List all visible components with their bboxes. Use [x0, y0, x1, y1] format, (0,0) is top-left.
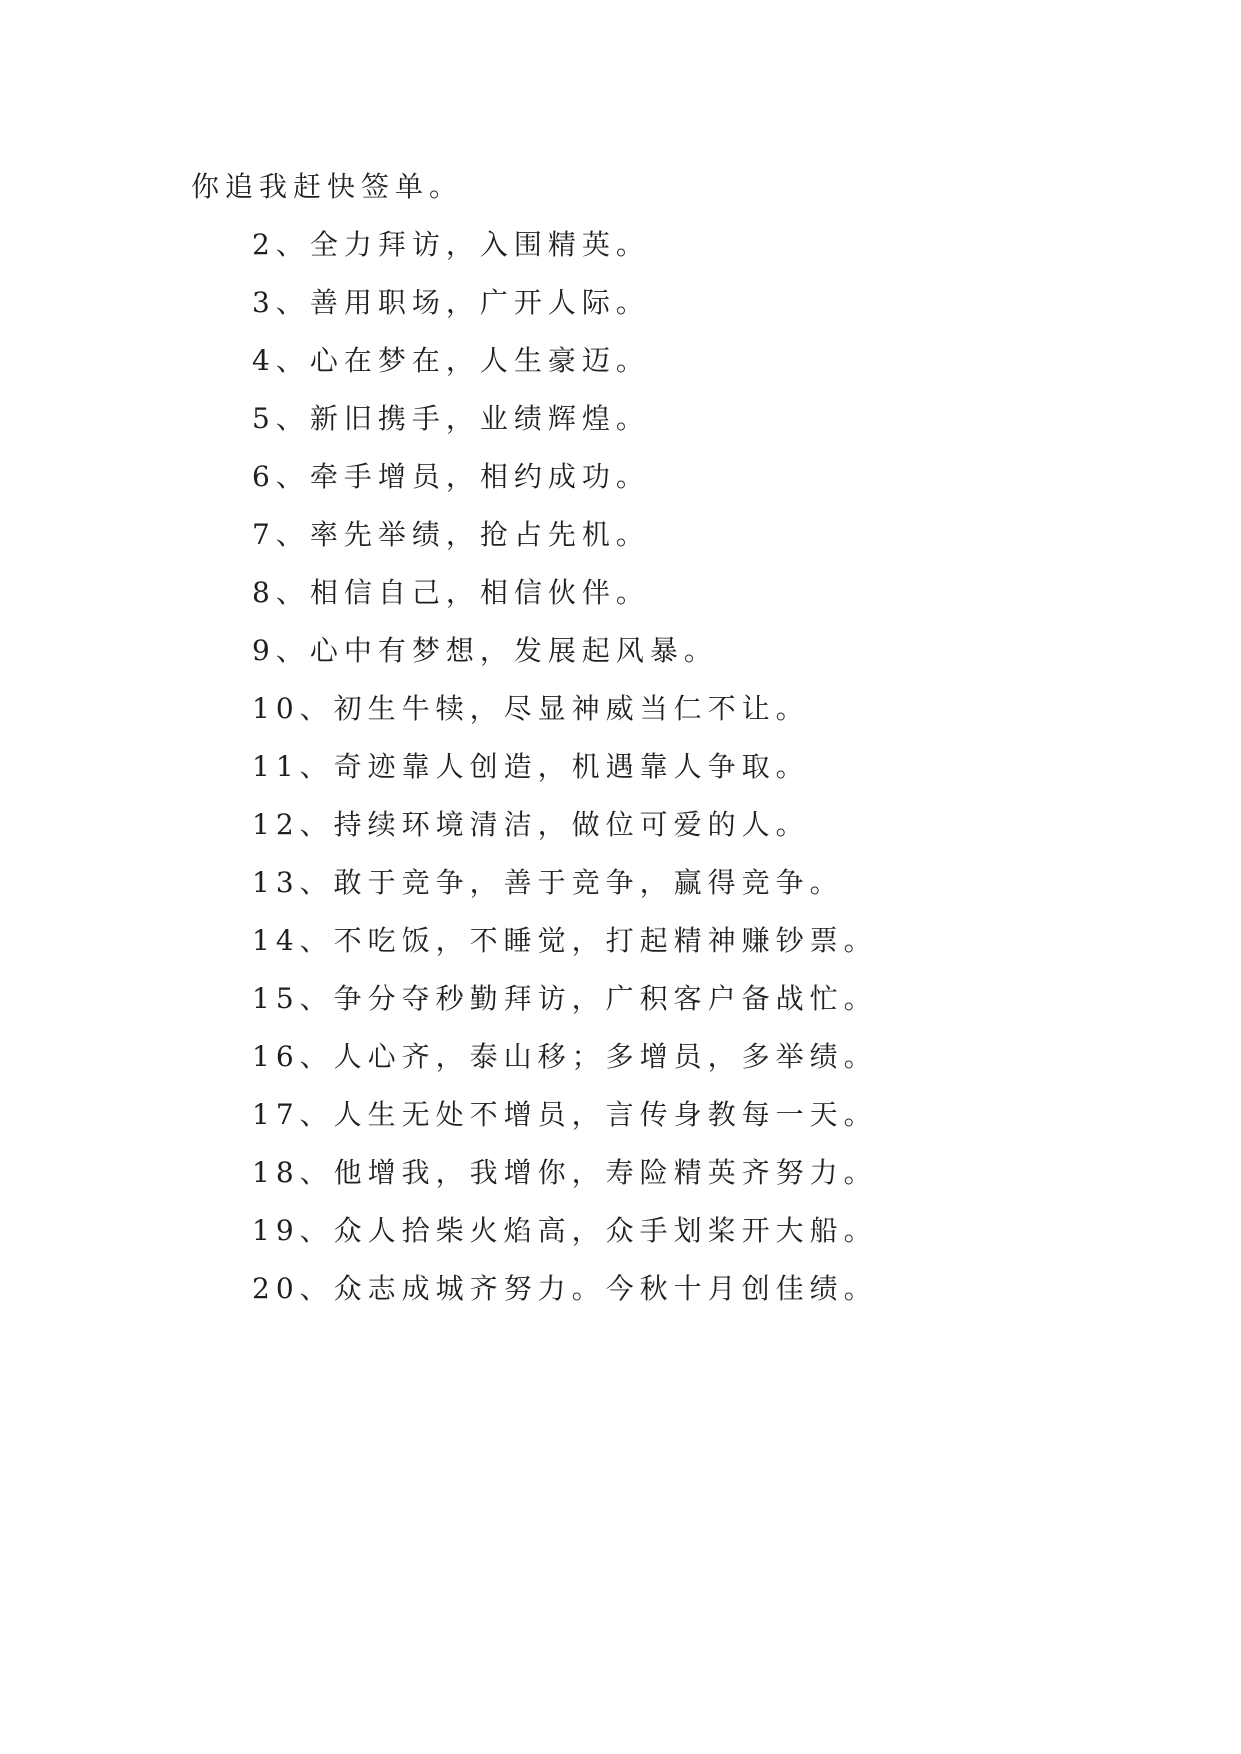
- list-item: 4、心在梦在，人生豪迈。: [252, 344, 650, 377]
- list-item: 17、人生无处不增员，言传身教每一天。: [252, 1098, 878, 1131]
- list-item: 9、心中有梦想，发展起风暴。: [252, 634, 718, 667]
- list-item: 5、新旧携手，业绩辉煌。: [252, 402, 650, 435]
- list-item: 19、众人拾柴火焰高，众手划桨开大船。: [252, 1214, 878, 1247]
- list-item: 11、奇迹靠人创造，机遇靠人争取。: [252, 750, 810, 783]
- list-item: 16、人心齐，泰山移；多增员，多举绩。: [252, 1040, 878, 1073]
- list-item: 6、牵手增员，相约成功。: [252, 460, 650, 493]
- list-item: 8、相信自己，相信伙伴。: [252, 576, 650, 609]
- list-item: 12、持续环境清洁，做位可爱的人。: [252, 808, 810, 841]
- document-body: [191, 158, 1091, 1318]
- list-item: 14、不吃饭，不睡觉，打起精神赚钞票。: [252, 924, 878, 957]
- list-item: 10、初生牛犊，尽显神威当仁不让。: [252, 692, 810, 725]
- list-item: 3、善用职场，广开人际。: [252, 286, 650, 319]
- list-item: 15、争分夺秒勤拜访，广积客户备战忙。: [252, 982, 878, 1015]
- list-item: 18、他增我，我增你，寿险精英齐努力。: [252, 1156, 878, 1189]
- continuation-line: 你追我赶快签单。: [191, 170, 464, 203]
- list-item: 13、敢于竞争，善于竞争，赢得竞争。: [252, 866, 844, 899]
- list-item: 7、率先举绩，抢占先机。: [252, 518, 650, 551]
- list-item: 20、众志成城齐努力。今秋十月创佳绩。: [252, 1272, 878, 1305]
- list-item: 2、全力拜访，入围精英。: [252, 228, 650, 261]
